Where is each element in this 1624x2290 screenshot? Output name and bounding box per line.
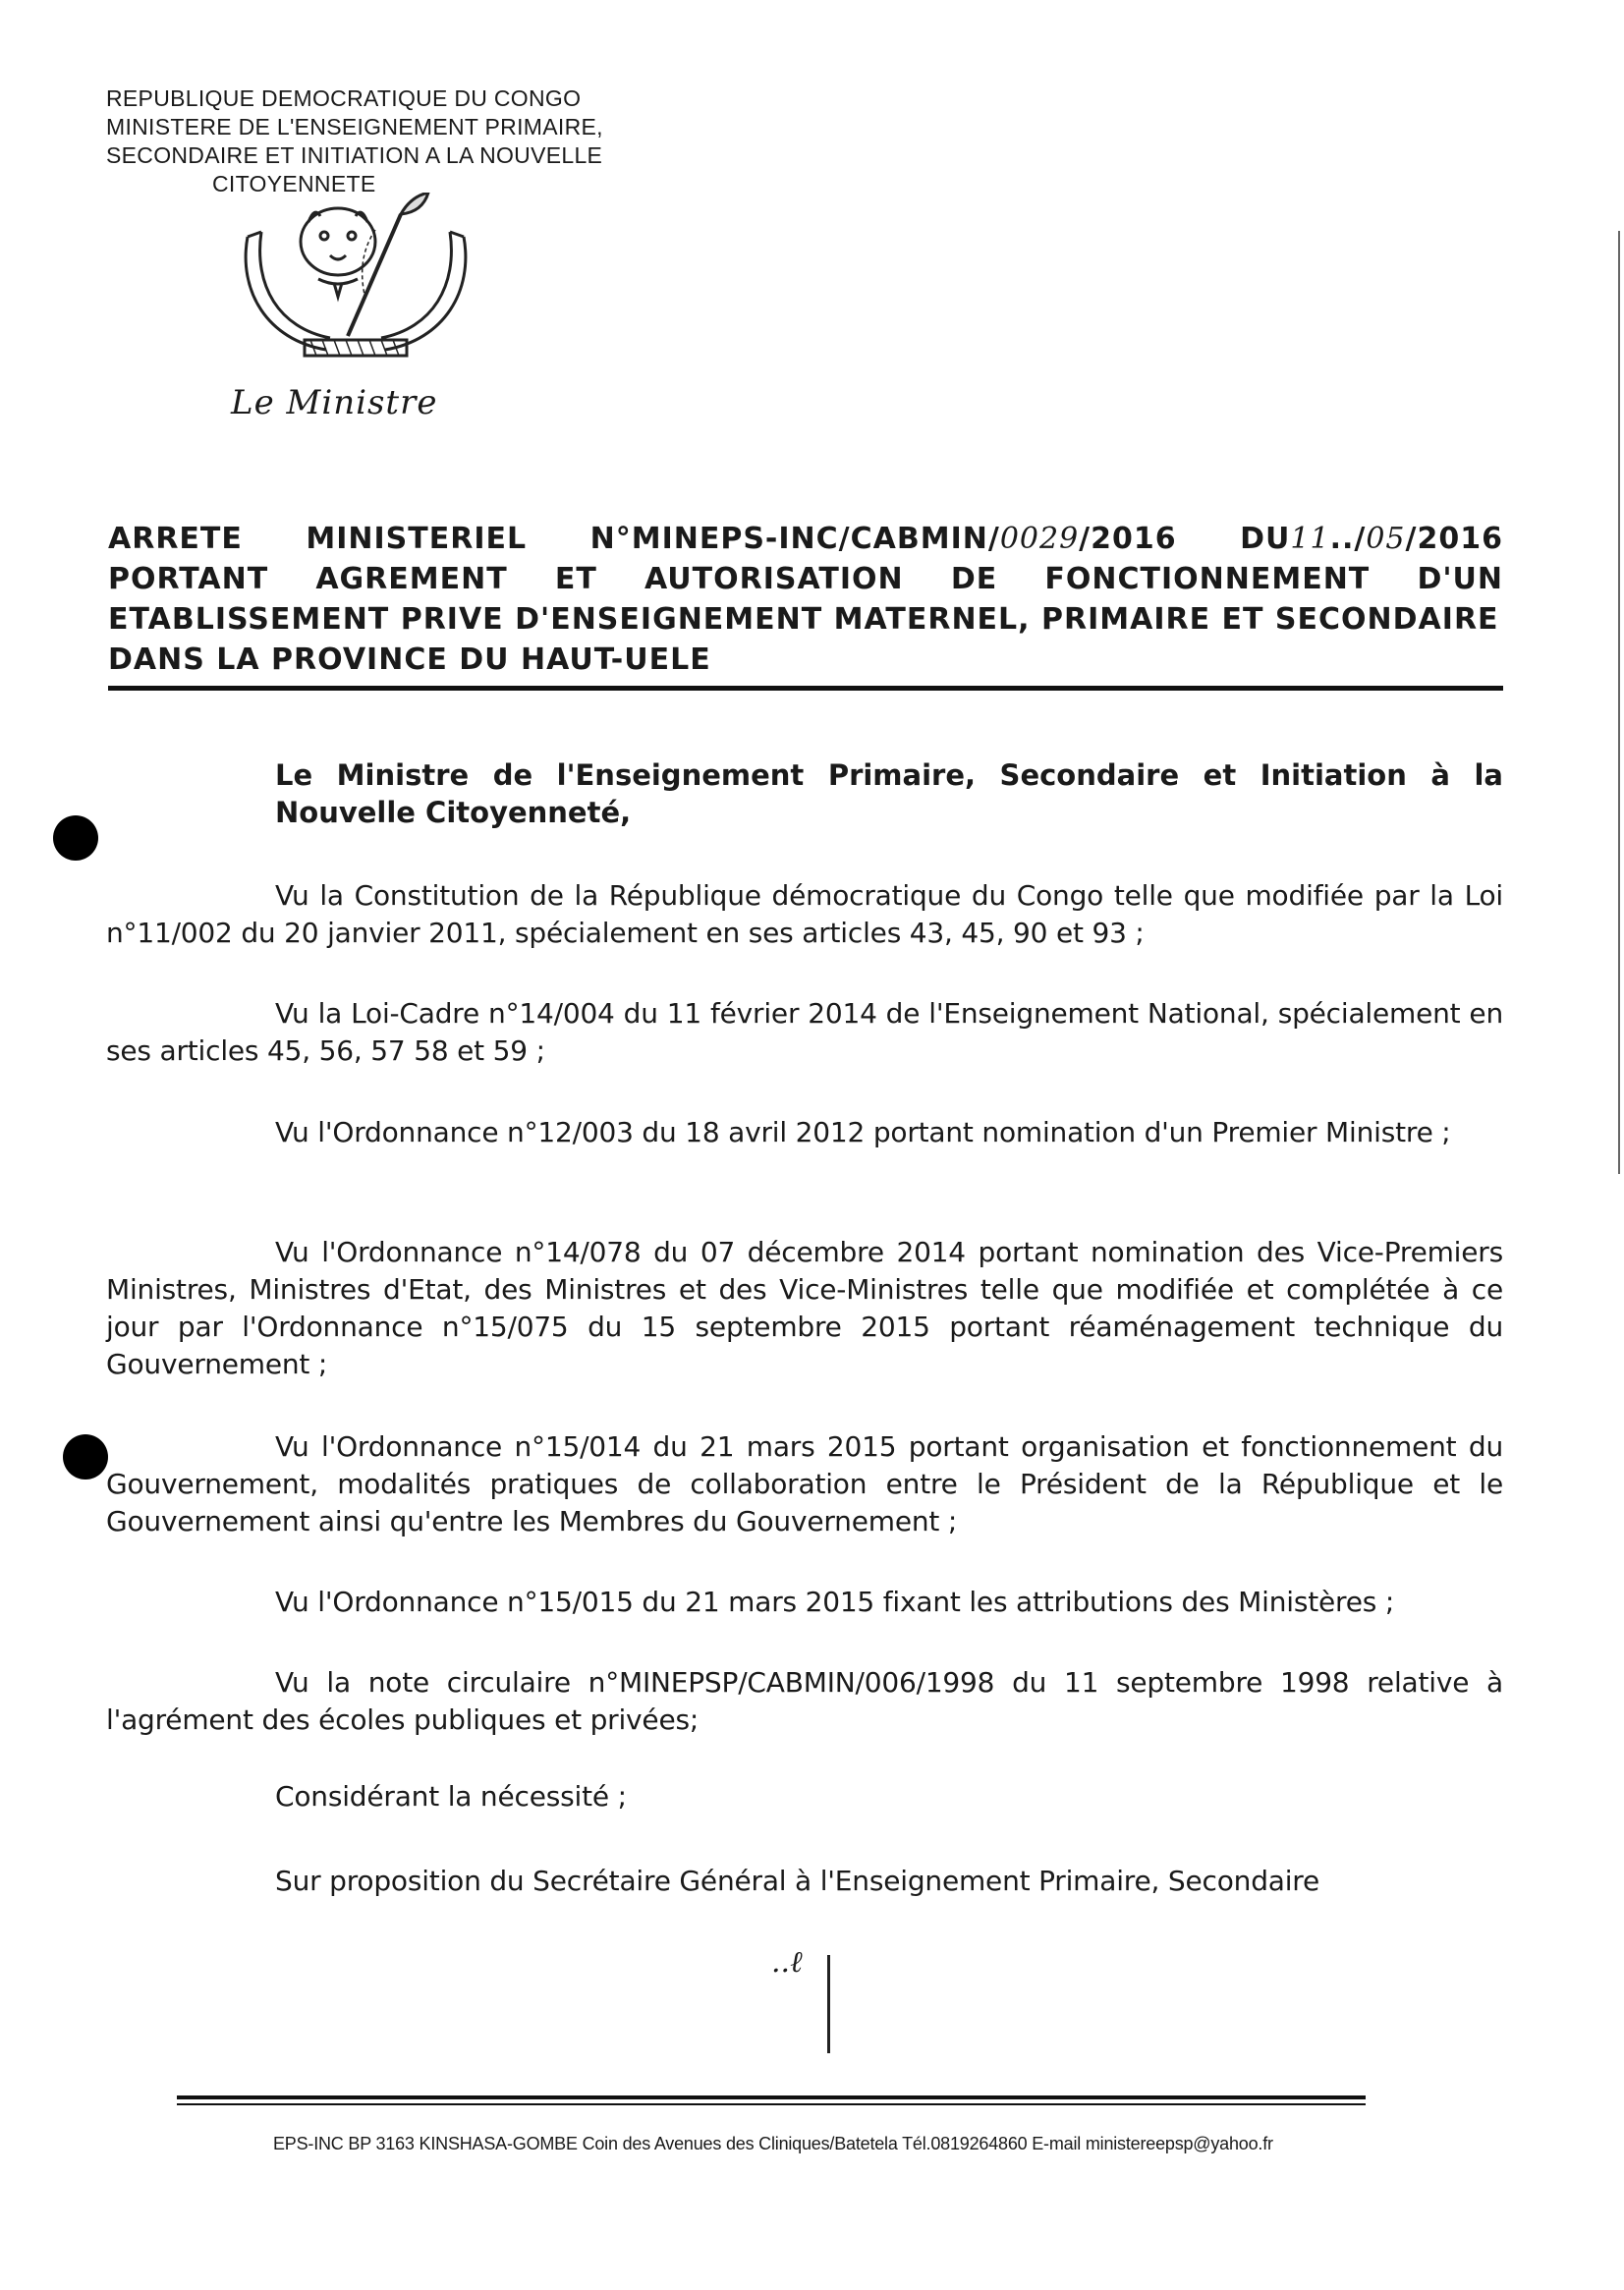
coat-of-arms-emblem [228,193,483,369]
considerant-ordonnance-attributions: Vu l'Ordonnance n°15/015 du 21 mars 2015 fixant les attributions des Ministères ; [275,1586,1395,1618]
considerant-ordonnance-premier-ministre: Vu l'Ordonnance n°12/003 du 18 avril 2012 portant nomination d'un Premier Ministre ; [275,1116,1451,1148]
decree-date: DU11../05/2016 [1240,522,1503,556]
signatory-title: Le Ministre [231,383,438,422]
letterhead-line-ministry: MINISTERE DE L'ENSEIGNEMENT PRIMAIRE, [106,114,603,140]
title-divider [108,686,1503,691]
decree-title [108,519,1503,680]
handwritten-day: 11 [1290,522,1330,556]
punch-hole-mark [53,815,98,861]
considerant-constitution: Vu la Constitution de la République démocratique du Congo telle que modifiée par la Loi n°11/002 du 20 janvier 2011, spécialement en ses articles 43, 45, 90 et 93 ; [106,879,1503,949]
title-word: ARRETE [108,522,243,556]
initials-paraph: ..ℓ [771,1945,803,1980]
title-line-2 [108,559,1503,599]
title-word: AGREMENT [315,562,508,596]
considerant-note-circulaire: Vu la note circulaire n°MINEPSP/CABMIN/006/1998 du 11 septembre 1998 relative à l'agrément des écoles publiques et privées; [106,1666,1503,1736]
title-word: DE [950,562,998,596]
title-word: AUTORISATION [644,562,904,596]
title-line-4: DANS LA PROVINCE DU HAUT-UELE [108,642,711,677]
footer-address: EPS-INC BP 3163 KINSHASA-GOMBE Coin des Avenues des Cliniques/Batetela Tél.0819264860 E-mail ministereepsp@yahoo.fr [273,2134,1273,2153]
handwritten-number: 0029 [999,522,1080,556]
letterhead-line-country: REPUBLIQUE DEMOCRATIQUE DU CONGO [106,85,582,111]
title-word: FONCTIONNEMENT [1044,562,1371,596]
title-word: D'UN [1417,562,1503,596]
footer-divider-thin [177,2103,1366,2105]
title-line-1 [108,519,1503,559]
scan-edge-line [1618,231,1620,1174]
letterhead-line-citizenship: CITOYENNETE [212,171,376,196]
punch-hole-mark [63,1434,108,1480]
title-word: MINISTERIEL [306,522,528,556]
handwritten-month: 05 [1366,522,1406,556]
considerant-ordonnance-gouvernement: Vu l'Ordonnance n°14/078 du 07 décembre 2014 portant nomination des Vice-Premiers Ministres, Ministres d'Etat, des Ministres et des Vice-Ministres telle que modifiée et complétée à ce jour par l'Ordonnance n°15/075 du 15 septembre 2015 portant réaménagement technique du Gouvernement ; [106,1236,1503,1380]
footer-divider-thick [177,2095,1366,2099]
title-line-3: ETABLISSEMENT PRIVE D'ENSEIGNEMENT MATERNEL, PRIMAIRE ET SECONDAIRE [108,602,1499,637]
considerant-ordonnance-organisation: Vu l'Ordonnance n°15/014 du 21 mars 2015 portant organisation et fonctionnement du Gouvernement, modalités pratiques de collaboration entre le Président de la République et le Gouvernement ainsi qu'entre les Membres du Gouvernement ; [106,1430,1503,1537]
letterhead-line-ministry-cont: SECONDAIRE ET INITIATION A LA NOUVELLE [106,142,603,168]
initials-stroke [827,1955,830,2053]
title-word: PORTANT [108,562,269,596]
decree-number: N°MINEPS-INC/CABMIN/0029/2016 [589,522,1177,556]
considerant-necessite: Considérant la nécessité ; [275,1780,627,1813]
title-word: ET [554,562,597,596]
sur-proposition: Sur proposition du Secrétaire Général à l'Enseignement Primaire, Secondaire [275,1865,1320,1897]
letterhead [106,84,676,198]
considerant-loi-cadre: Vu la Loi-Cadre n°14/004 du 11 février 2014 de l'Enseignement National, spécialement en ses articles 45, 56, 57 58 et 59 ; [106,997,1503,1067]
preamble-intro: Le Ministre de l'Enseignement Primaire, Secondaire et Initiation à la Nouvelle Citoyenneté, [275,758,1503,829]
